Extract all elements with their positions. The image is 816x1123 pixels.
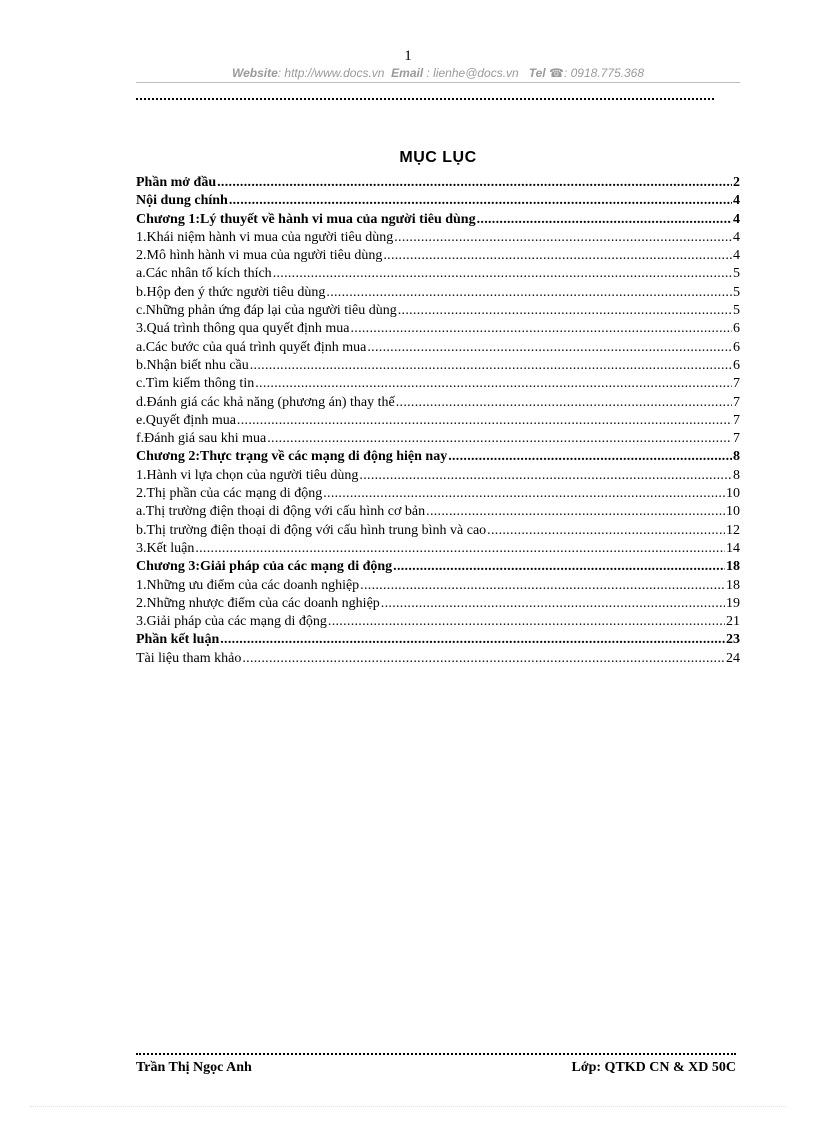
toc-entry-label: b.Hộp đen ý thức người tiêu dùng: [136, 284, 326, 300]
toc-entry-page: 12: [726, 522, 740, 538]
toc-entry-label: a.Các nhân tố kích thích: [136, 266, 272, 282]
toc-entry-page: 24: [726, 650, 740, 666]
toc-entry[interactable]: [136, 631, 740, 649]
toc-entry[interactable]: [136, 613, 740, 631]
toc-entry[interactable]: [136, 339, 740, 357]
phone-icon: ☎: [549, 66, 564, 80]
toc-entry-label: Phần mở đầu: [136, 175, 217, 190]
toc-leader-dots: [328, 613, 725, 631]
toc-entry[interactable]: [136, 448, 740, 466]
toc-entry-page: 10: [726, 486, 740, 502]
toc-entry[interactable]: [136, 503, 740, 521]
toc-entry-page: 19: [726, 595, 740, 611]
toc-entry[interactable]: [136, 467, 740, 485]
toc-entry-label: 2.Mô hình hành vi mua của người tiêu dùng: [136, 248, 383, 264]
toc-leader-dots: [359, 467, 732, 485]
toc-entry-label: b.Thị trường điện thoại di động với cấu hình trung bình và cao: [136, 522, 487, 538]
toc-leader-dots: [229, 192, 732, 210]
toc-entry-page: 8: [733, 449, 740, 465]
toc-entry-page: 2: [733, 175, 740, 190]
toc-leader-dots: [217, 174, 732, 192]
toc-entry-label: Chương 2:Thực trạng về các mạng di động hiện nay: [136, 449, 448, 465]
toc-entry-label: 1.Những ưu điểm của các doanh nghiệp: [136, 577, 360, 593]
toc-entry[interactable]: [136, 485, 740, 503]
toc-entry-label: 2.Thị phần của các mạng di động: [136, 486, 323, 502]
toc-entry[interactable]: [136, 247, 740, 265]
toc-entry-page: 4: [733, 193, 740, 209]
toc-leader-dots: [323, 485, 725, 503]
footer-author: Trần Thị Ngọc Anh: [136, 1060, 252, 1075]
toc-entry-label: b.Nhận biết nhu cầu: [136, 357, 249, 373]
page-bottom-edge: [30, 1106, 786, 1107]
phone-number: : 0918.775.368: [563, 66, 645, 80]
toc-entry[interactable]: [136, 211, 740, 229]
toc-leader-dots: [237, 412, 732, 430]
page-number: 1: [404, 48, 412, 64]
toc-entry[interactable]: [136, 357, 740, 375]
toc-entry-label: d.Đánh giá các khả năng (phương án) thay thế: [136, 394, 395, 410]
toc-leader-dots: [195, 540, 725, 558]
toc-entry-label: Nội dung chính: [136, 193, 228, 209]
toc-leader-dots: [396, 394, 732, 412]
toc-leader-dots: [381, 595, 725, 613]
toc-entry-label: f.Đánh giá sau khi mua: [136, 431, 267, 447]
tel-label: Tel: [528, 66, 546, 80]
toc-entry-label: c.Những phản ứng đáp lại của người tiêu dùng: [136, 303, 397, 319]
toc-entry-page: 10: [726, 504, 740, 520]
toc-leader-dots: [394, 229, 732, 247]
website-label: Website: [231, 66, 278, 80]
toc-entry-page: 18: [726, 577, 740, 593]
toc-entry-label: Chương 3:Giải pháp của các mạng di động: [136, 559, 393, 575]
footer-divider: [136, 1053, 736, 1055]
toc-entry[interactable]: [136, 522, 740, 540]
toc-entry[interactable]: [136, 540, 740, 558]
toc-entry[interactable]: [136, 430, 740, 448]
header-divider: [136, 98, 714, 100]
toc-entry-page: 18: [726, 559, 740, 575]
toc-leader-dots: [360, 577, 725, 595]
toc-title: MỤC LỤC: [399, 149, 477, 166]
table-of-contents: [136, 174, 740, 668]
toc-leader-dots: [350, 320, 732, 338]
toc-entry-page: 6: [733, 339, 740, 355]
toc-entry-page: 7: [733, 394, 740, 410]
toc-entry-label: 1.Khái niệm hành vi mua của người tiêu dùng: [136, 229, 394, 245]
toc-entry[interactable]: [136, 302, 740, 320]
toc-entry[interactable]: [136, 320, 740, 338]
toc-entry[interactable]: [136, 265, 740, 283]
toc-entry-page: 7: [733, 376, 740, 392]
toc-entry-page: 6: [733, 321, 740, 337]
toc-entry-page: 14: [726, 540, 740, 556]
toc-leader-dots: [367, 339, 732, 357]
toc-entry-page: 8: [733, 467, 740, 483]
toc-entry[interactable]: [136, 229, 740, 247]
toc-entry-label: 1.Hành vi lựa chọn của người tiêu dùng: [136, 467, 359, 483]
toc-entry[interactable]: [136, 577, 740, 595]
toc-entry-page: 7: [733, 412, 740, 428]
toc-entry-page: 5: [733, 266, 740, 282]
toc-entry-page: 4: [733, 211, 740, 227]
website-header: [136, 66, 740, 83]
toc-leader-dots: [477, 211, 732, 229]
website-url[interactable]: : http://www.docs.vn: [277, 66, 385, 80]
toc-leader-dots: [250, 357, 732, 375]
toc-entry-page: 5: [733, 284, 740, 300]
toc-leader-dots: [487, 522, 725, 540]
toc-entry[interactable]: [136, 650, 740, 668]
toc-leader-dots: [220, 631, 725, 649]
toc-leader-dots: [267, 430, 732, 448]
email-address[interactable]: : lienhe@docs.vn: [426, 66, 519, 80]
toc-leader-dots: [242, 650, 725, 668]
toc-entry[interactable]: [136, 412, 740, 430]
toc-leader-dots: [326, 284, 732, 302]
toc-leader-dots: [426, 503, 725, 521]
toc-entry-page: 6: [733, 357, 740, 373]
toc-entry-page: 5: [733, 303, 740, 319]
toc-entry-label: 3.Kết luận: [136, 540, 195, 556]
toc-leader-dots: [383, 247, 732, 265]
email-label: Email: [391, 66, 424, 80]
toc-entry-label: Chương 1:Lý thuyết về hành vi mua của người tiêu dùng: [136, 211, 476, 227]
toc-leader-dots: [255, 375, 732, 393]
toc-entry-label: e.Quyết định mua: [136, 412, 236, 428]
toc-entry-label: Phần kết luận: [136, 632, 220, 648]
toc-leader-dots: [448, 448, 732, 466]
toc-entry-page: 23: [726, 632, 740, 648]
toc-entry-page: 7: [733, 431, 740, 447]
toc-entry[interactable]: [136, 595, 740, 613]
toc-leader-dots: [273, 265, 732, 283]
toc-entry[interactable]: [136, 375, 740, 393]
toc-entry[interactable]: [136, 558, 740, 576]
toc-entry-label: 3.Giải pháp của các mạng di động: [136, 614, 327, 630]
footer-class: Lớp: QTKD CN & XD 50C: [571, 1060, 736, 1075]
toc-entry-label: 3.Quá trình thông qua quyết định mua: [136, 321, 350, 337]
toc-entry-label: 2.Những nhược điểm của các doanh nghiệp: [136, 595, 380, 611]
toc-entry-label: c.Tìm kiếm thông tin: [136, 376, 255, 392]
toc-entry[interactable]: [136, 174, 740, 192]
toc-entry[interactable]: [136, 394, 740, 412]
toc-entry-page: 4: [733, 248, 740, 264]
toc-leader-dots: [398, 302, 732, 320]
toc-entry-page: 21: [726, 614, 740, 630]
toc-entry-label: a.Các bước của quá trình quyết định mua: [136, 339, 367, 355]
toc-entry-label: a.Thị trường điện thoại di động với cấu hình cơ bản: [136, 504, 426, 520]
toc-entry[interactable]: [136, 192, 740, 210]
toc-leader-dots: [393, 558, 725, 576]
toc-entry-label: Tài liệu tham khảo: [136, 650, 242, 666]
toc-entry[interactable]: [136, 284, 740, 302]
toc-entry-page: 4: [733, 229, 740, 245]
